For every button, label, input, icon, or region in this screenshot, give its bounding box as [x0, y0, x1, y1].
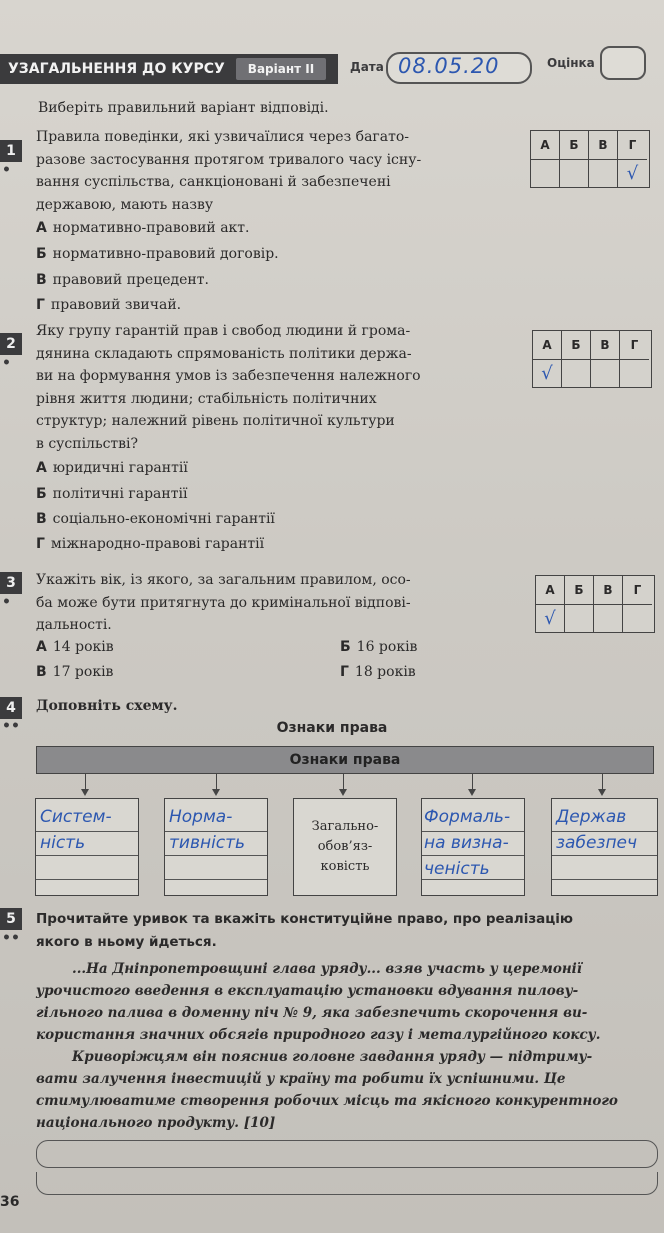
grid-header-b: Б	[562, 331, 591, 359]
handwritten-answer: ченість	[424, 859, 490, 879]
option-letter: Г	[36, 536, 45, 552]
arrow-down-icon	[216, 773, 217, 793]
scheme-title: Ознаки права	[276, 720, 388, 736]
scheme-box-text	[294, 817, 396, 877]
answer-field-1[interactable]	[36, 1140, 658, 1168]
question-3-text	[36, 569, 496, 637]
writing-line	[165, 831, 267, 832]
option-text: нормативно-правовий акт.	[52, 220, 250, 236]
grid-header-b: Б	[560, 131, 589, 159]
option-text: юридичні гарантії	[52, 460, 188, 476]
grid-header-a: А	[533, 331, 562, 359]
q2-line: в суспільстві?	[36, 435, 139, 452]
writing-line	[165, 879, 267, 880]
q2-line: Яку групу гарантій прав і свобод людини й грома-	[36, 323, 411, 339]
arrow-down-icon	[602, 773, 603, 793]
writing-line	[422, 879, 524, 880]
difficulty-dots-4: ••	[2, 718, 20, 734]
handwritten-answer: Формаль-	[424, 807, 511, 827]
q2-line: рівня життя людини; стабільність політичних	[36, 390, 377, 407]
q3-option-a[interactable]	[36, 639, 114, 655]
option-letter: В	[36, 272, 47, 288]
instruction: Виберіть правильний варіант відповіді.	[38, 100, 329, 116]
grid-header-c: В	[591, 331, 620, 359]
q2-line: дянина складають спрямованість політики держа-	[36, 345, 412, 362]
handwritten-answer: Держав	[556, 807, 627, 827]
grid-cell-a[interactable]	[531, 159, 560, 187]
scheme-box-line: Загально-	[311, 819, 379, 834]
handwritten-answer: тивність	[169, 833, 246, 853]
source-excerpt	[36, 958, 656, 1134]
question-4-text: Доповніть схему.	[36, 698, 178, 714]
arrow-down-icon	[472, 773, 473, 793]
q3-option-b[interactable]	[340, 639, 417, 655]
question-number-1: 1	[0, 140, 22, 162]
option-letter: Г	[340, 664, 349, 680]
difficulty-dots-5: ••	[2, 930, 20, 946]
grid-header-c: В	[594, 576, 623, 604]
date-value: 08.05.20	[398, 54, 500, 78]
grid-cell-d[interactable]	[620, 359, 649, 387]
option-text: правовий прецедент.	[52, 272, 209, 288]
option-text: 17 років	[52, 664, 114, 680]
difficulty-dots-2: •	[2, 355, 11, 371]
option-text: 14 років	[52, 639, 114, 655]
q3-option-c[interactable]	[36, 664, 113, 680]
check-mark: √	[626, 163, 639, 184]
date-label: Дата	[350, 60, 384, 74]
excerpt-line: національного продукту. [10]	[36, 1115, 276, 1131]
question-number-2: 2	[0, 333, 22, 355]
grid-header-b: Б	[565, 576, 594, 604]
grid-cell-a[interactable]	[536, 604, 565, 632]
option-text: міжнародно-правові гарантії	[50, 536, 265, 552]
excerpt-line: гільного палива в доменну піч № 9, яка забезпечить скорочення ви-	[36, 1005, 588, 1021]
scheme-box-3	[293, 798, 397, 896]
excerpt-line: стимулюватиме створення робочих місць та якісного конкурентного	[36, 1093, 618, 1109]
q2-option-c[interactable]	[36, 511, 275, 527]
question-number-4: 4	[0, 697, 22, 719]
q1-line: вання суспільства, санкціоновані й забезпечені	[36, 174, 391, 190]
grid-cell-c[interactable]	[594, 604, 623, 632]
grid-cell-c[interactable]	[591, 359, 620, 387]
grid-cell-b[interactable]	[560, 159, 589, 187]
option-letter: В	[36, 664, 47, 680]
question-5-text	[36, 908, 656, 953]
scheme-header-bar: Ознаки права	[36, 746, 654, 774]
writing-line	[422, 855, 524, 856]
q5-line: Прочитайте уривок та вкажіть конституційне право, про реалізацію	[36, 911, 574, 927]
grid-header-a: А	[531, 131, 560, 159]
grid-cell-c[interactable]	[589, 159, 618, 187]
q2-option-b[interactable]	[36, 486, 187, 502]
grid-cell-a[interactable]	[533, 359, 562, 387]
q3-line: ба може бути притягнута до кримінальної відпові-	[36, 594, 411, 611]
header-title-bar	[0, 54, 338, 84]
option-letter: А	[36, 460, 47, 476]
grade-label: Оцінка	[547, 56, 595, 70]
grid-cell-b[interactable]	[562, 359, 591, 387]
question-2-text	[36, 320, 496, 455]
grid-header-d: Г	[630, 338, 639, 352]
q1-line: разове застосування протягом тривалого часу існу-	[36, 151, 422, 168]
handwritten-answer: ність	[40, 833, 86, 853]
q3-option-d[interactable]	[340, 664, 416, 680]
writing-line	[552, 855, 657, 856]
q2-answer-grid[interactable]	[532, 330, 652, 388]
option-letter: Г	[36, 297, 45, 313]
q2-option-d[interactable]	[36, 536, 264, 552]
scheme-box-1[interactable]	[35, 798, 139, 896]
grid-header-d: Г	[628, 138, 637, 152]
check-mark: √	[541, 363, 553, 384]
option-text: 16 років	[356, 639, 418, 655]
writing-line	[36, 831, 138, 832]
grade-field[interactable]	[600, 46, 646, 80]
date-field[interactable]	[386, 52, 532, 84]
q1-option-c[interactable]	[36, 272, 209, 288]
grid-header-d: Г	[633, 583, 642, 597]
grid-cell-b[interactable]	[565, 604, 594, 632]
difficulty-dots-1: •	[2, 162, 11, 178]
scheme-box-5[interactable]	[551, 798, 658, 896]
q2-option-a[interactable]	[36, 460, 188, 476]
writing-line	[36, 855, 138, 856]
page-number: 36	[0, 1194, 20, 1210]
option-text: політичні гарантії	[52, 486, 188, 502]
option-letter: Б	[340, 639, 351, 655]
q1-option-b[interactable]	[36, 246, 279, 262]
difficulty-dots-3: •	[2, 594, 11, 610]
grid-cell-d[interactable]	[618, 159, 647, 187]
question-1-text	[36, 126, 496, 216]
answer-field-2[interactable]	[36, 1172, 658, 1195]
excerpt-line: Криворіжцям він пояснив головне завдання уряду — підтриму-	[72, 1049, 593, 1065]
q1-option-d[interactable]	[36, 297, 181, 313]
q1-line: Правила поведінки, які узвичаїлися через багато-	[36, 129, 410, 145]
writing-line	[36, 879, 138, 880]
scheme-box-line: обов’яз-	[317, 839, 373, 854]
question-number-3: 3	[0, 572, 22, 594]
page-header	[0, 48, 664, 86]
q1-line: державою, мають назву	[36, 196, 214, 213]
excerpt-line: ...На Дніпропетровщині глава уряду... взяв участь у церемонії	[72, 961, 582, 977]
question-number-5: 5	[0, 908, 22, 930]
handwritten-answer: Норма-	[169, 807, 233, 827]
option-text: нормативно-правовий договір.	[52, 246, 279, 262]
q3-answer-grid[interactable]	[535, 575, 655, 633]
q5-line: якого в ньому йдеться.	[36, 933, 217, 950]
scheme-box-4[interactable]	[421, 798, 525, 896]
option-letter: Б	[36, 246, 47, 262]
scheme-box-line: ковість	[320, 859, 370, 874]
option-text: правовий звичай.	[50, 297, 182, 313]
excerpt-line: вати залучення інвестицій у країну та робити їх успішними. Це	[36, 1071, 566, 1087]
variant-badge: Варіант ІІ	[236, 58, 326, 80]
option-text: соціально-економічні гарантії	[52, 511, 275, 527]
option-text: 18 років	[354, 664, 416, 680]
option-letter: Б	[36, 486, 47, 502]
arrow-down-icon	[85, 773, 86, 793]
excerpt-line: урочистого введення в експлуатацію установки вдування пилову-	[36, 983, 579, 999]
writing-line	[552, 831, 657, 832]
q2-line: структур; належний рівень політичної культури	[36, 413, 395, 429]
header-title: УЗАГАЛЬНЕННЯ ДО КУРСУ	[8, 61, 225, 77]
q2-line: ви на формування умов із забезпечення належного	[36, 368, 421, 384]
q3-line: Укажіть вік, із якого, за загальним правилом, осо-	[36, 572, 411, 588]
grid-cell-d[interactable]	[623, 604, 652, 632]
q1-option-a[interactable]	[36, 220, 250, 236]
check-mark: √	[544, 608, 556, 629]
handwritten-answer: Систем-	[40, 807, 112, 827]
grid-header-a: А	[536, 576, 565, 604]
q3-line: дальності.	[36, 617, 112, 633]
writing-line	[422, 831, 524, 832]
option-letter: В	[36, 511, 47, 527]
option-letter: А	[36, 220, 47, 236]
grid-header-c: В	[589, 131, 618, 159]
writing-line	[552, 879, 657, 880]
handwritten-answer: забезпеч	[556, 833, 638, 853]
writing-line	[165, 855, 267, 856]
excerpt-line: користання значних обсягів природного газу і металургійного коксу.	[36, 1027, 601, 1043]
handwritten-answer: на визна-	[424, 833, 509, 853]
scheme-box-2[interactable]	[164, 798, 268, 896]
arrow-down-icon	[343, 773, 344, 793]
option-letter: А	[36, 639, 47, 655]
q1-answer-grid[interactable]	[530, 130, 650, 188]
